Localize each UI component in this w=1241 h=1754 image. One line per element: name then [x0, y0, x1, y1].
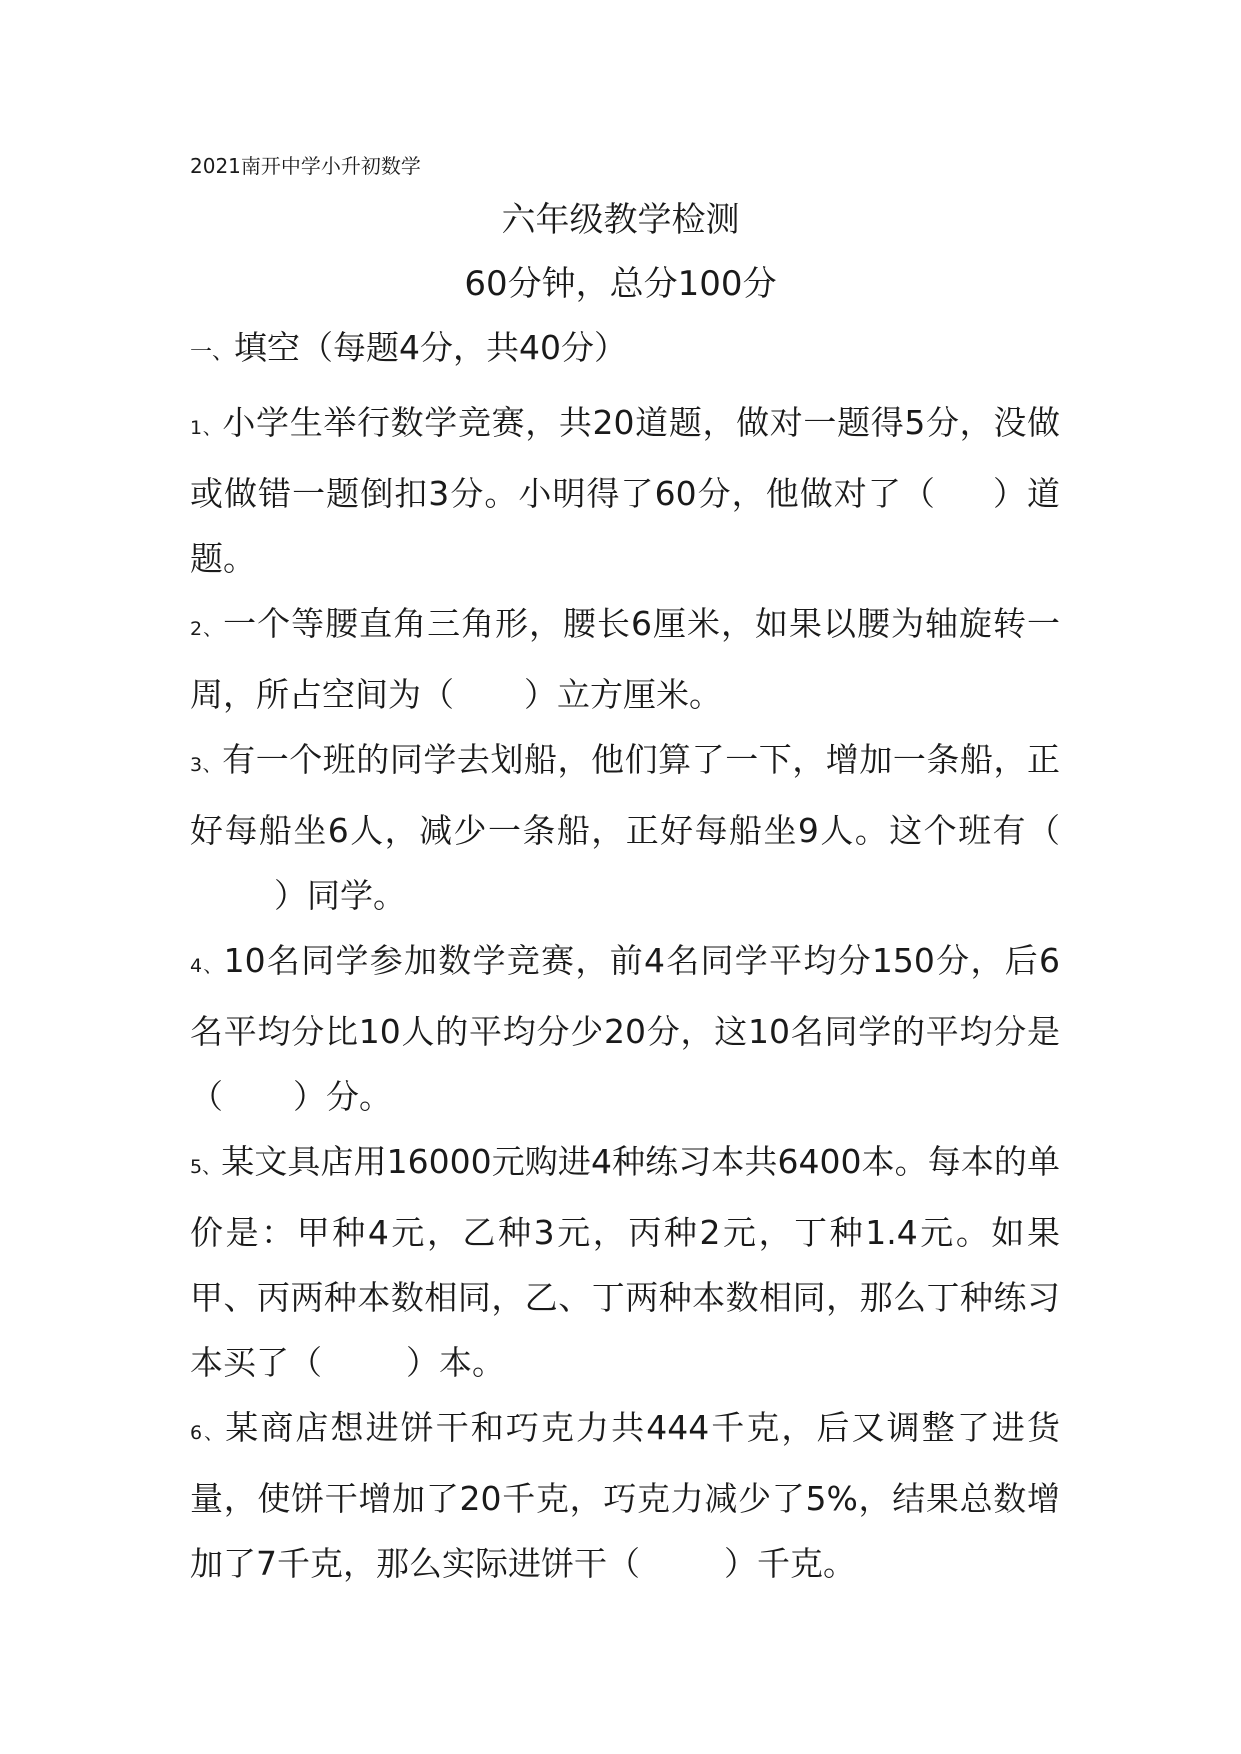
question-number: 6、 [190, 1422, 226, 1444]
page-title: 六年级教学检测 [501, 200, 740, 240]
section-mark: 一、 [190, 340, 235, 365]
question-number: 3、 [190, 754, 223, 776]
question-6 [190, 1395, 1060, 1596]
question-1 [190, 390, 1060, 591]
question-3 [190, 727, 1060, 928]
question-2 [190, 591, 1060, 727]
header-note: 2021南开中学小升初数学 [190, 154, 421, 178]
question-number: 2、 [190, 618, 224, 640]
question-number: 1、 [190, 417, 223, 439]
section-label: 填空（每题4分，共40分） [234, 328, 628, 367]
question-text-end: ）千克。 [724, 1544, 856, 1583]
page-subtitle: 60分钟，总分100分 [464, 264, 777, 304]
question-text-end: ）同学。 [274, 876, 406, 915]
question-text-end: ）本。 [406, 1343, 505, 1382]
question-text-end: ）道题。 [190, 474, 1060, 578]
question-text: 某文具店用16000元购进4种练习本共6400本。每本的单价是：甲种4元，乙种3元，丙种2元，丁种1.4元。如果甲、丙两种本数相同，乙、丁两种本数相同，那么丁种练习本买了（ [190, 1142, 1060, 1382]
question-number: 5、 [190, 1156, 222, 1178]
question-text-end: ）立方厘米。 [524, 675, 722, 714]
question-text: 小学生举行数学竞赛，共20道题，做对一题得5分，没做或做错一题倒扣3分。小明得了60分，他做对了（ [190, 403, 1060, 513]
section-heading [190, 326, 627, 375]
question-5 [190, 1129, 1060, 1395]
question-text: 一个等腰直角三角形，腰长6厘米，如果以腰为轴旋转一周，所占空间为（ [190, 604, 1061, 714]
question-text: 某商店想进饼干和巧克力共444千克，后又调整了进货量，使饼干增加了20千克，巧克力减少了5%，结果总数增加了7千克，那么实际进饼干（ [190, 1408, 1060, 1583]
question-number: 4、 [190, 955, 224, 977]
question-text: 有一个班的同学去划船，他们算了一下，增加一条船，正好每船坐6人，减少一条船，正好每船坐9人。这个班有（ [190, 740, 1061, 850]
question-text-end: ）分。 [293, 1077, 392, 1116]
question-4 [190, 928, 1060, 1129]
question-list [190, 390, 1060, 1596]
question-text: 10名同学参加数学竞赛，前4名同学平均分150分，后6名平均分比10人的平均分少20分，这10名同学的平均分是（ [190, 941, 1060, 1116]
